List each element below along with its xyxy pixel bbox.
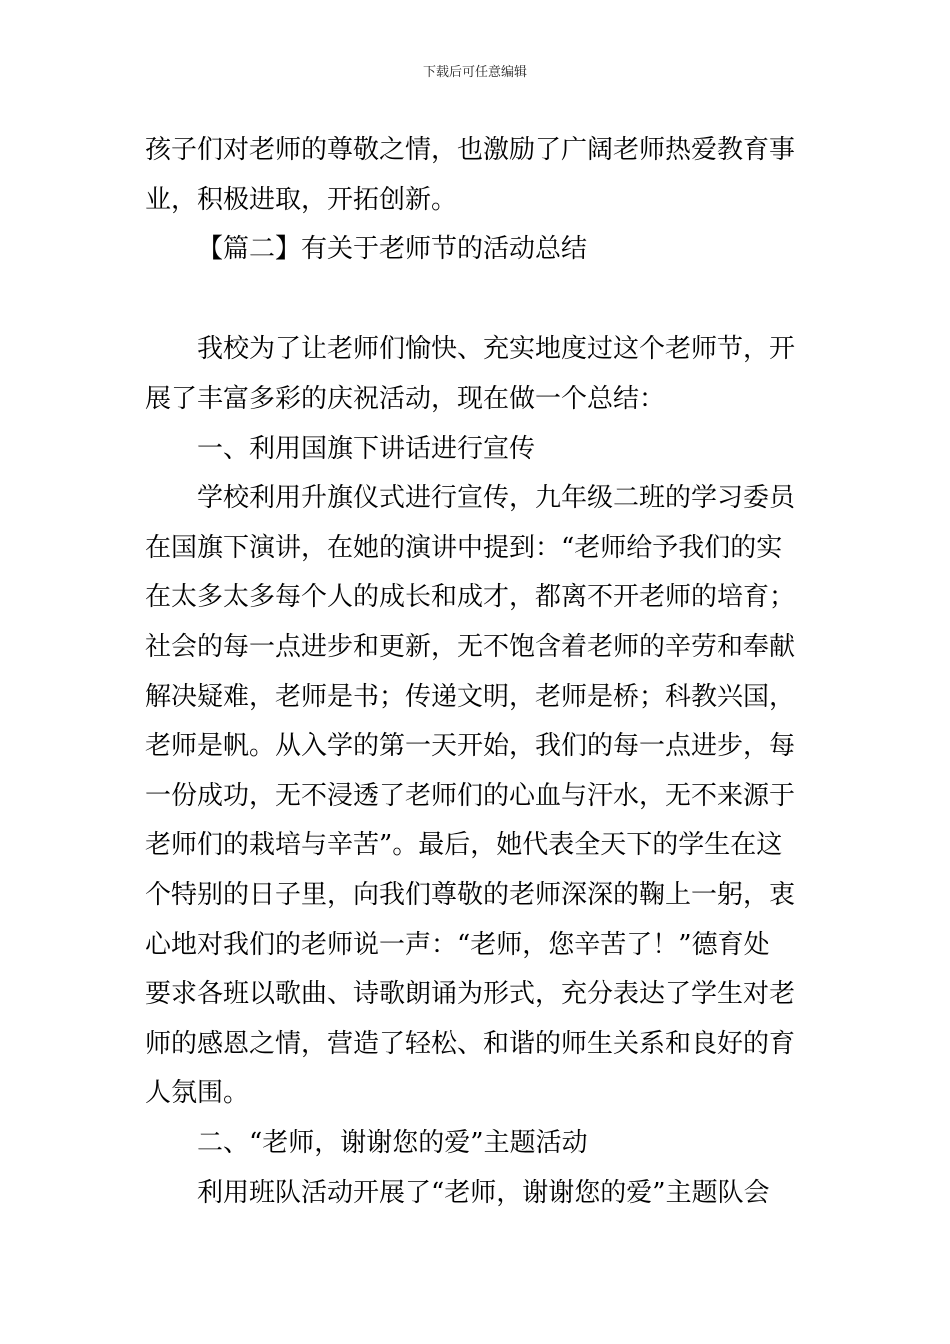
body-line: 老师是帆。从入学的第一天开始，我们的每一点进步，每 (145, 731, 796, 761)
body-line: 学校利用升旗仪式进行宣传，九年级二班的学习委员 (197, 483, 796, 513)
body-line: 解决疑难，老师是书；传递文明，老师是桥；科教兴国， (145, 682, 796, 712)
body-line: 人氛围。 (145, 1078, 250, 1108)
section-heading: 【篇二】有关于老师节的活动总结 (197, 234, 588, 264)
body-line: 师的感恩之情，营造了轻松、和谐的师生关系和良好的育 (145, 1029, 796, 1059)
body-line: 利用班队活动开展了“老师，谢谢您的爱”主题队会 (197, 1178, 770, 1208)
body-line: 社会的每一点进步和更新，无不饱含着老师的辛劳和奉献 (145, 632, 796, 662)
body-line: 心地对我们的老师说一声：“老师，您辛苦了！”德育处 (145, 930, 770, 960)
subsection-heading: 一、利用国旗下讲话进行宣传 (197, 434, 536, 464)
body-line: 我校为了让老师们愉快、充实地度过这个老师节，开 (197, 334, 796, 364)
body-line: 在国旗下演讲，在她的演讲中提到：“老师给予我们的实 (145, 533, 783, 563)
body-line: 要求各班以歌曲、诗歌朗诵为形式，充分表达了学生对老 (145, 979, 796, 1009)
body-line: 个特别的日子里，向我们尊敬的老师深深的鞠上一躬，衷 (145, 880, 796, 910)
body-line: 展了丰富多彩的庆祝活动，现在做一个总结： (145, 384, 666, 414)
body-line: 老师们的栽培与辛苦”。最后，她代表全天下的学生在这 (145, 830, 783, 860)
subsection-heading: 二、“老师，谢谢您的爱”主题活动 (197, 1128, 588, 1158)
body-line: 一份成功，无不浸透了老师们的心血与汗水，无不来源于 (145, 781, 796, 811)
header-note: 下载后可任意编辑 (422, 65, 527, 80)
body-line: 孩子们对老师的尊敬之情，也激励了广阔老师热爱教育事 (145, 135, 796, 165)
body-line: 在太多太多每个人的成长和成才，都离不开老师的培育； (145, 582, 796, 612)
body-line: 业，积极进取，开拓创新。 (145, 185, 458, 215)
